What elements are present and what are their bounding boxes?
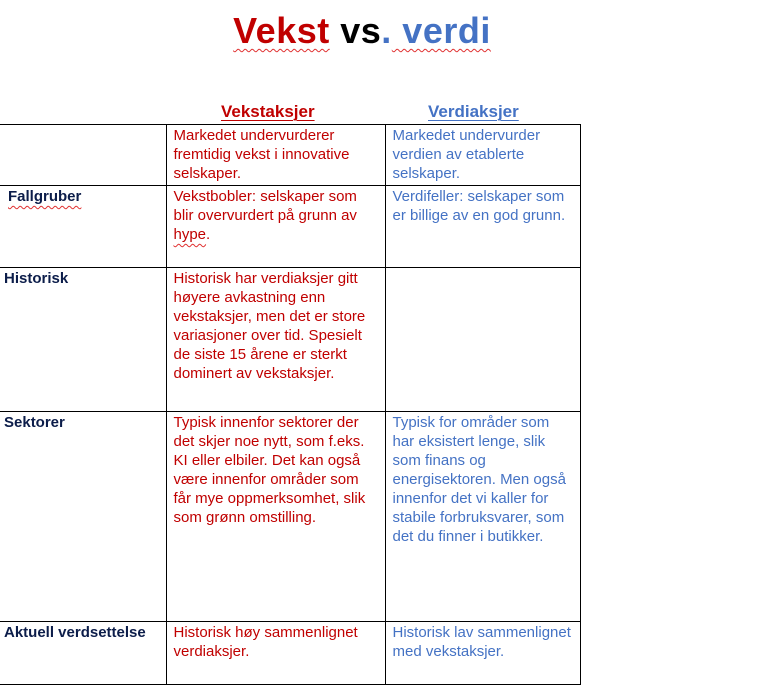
table-row [0,412,580,622]
table-row [0,186,580,268]
row-label: Aktuell verdsettelse [0,622,166,685]
row-label-text: Fallgruber [8,188,82,205]
table-row [0,125,580,186]
document-title [0,10,724,52]
value-cell: Verdifeller: selskaper som er billige av en god grunn. [385,186,580,268]
growth-cell: Historisk høy sammenlignet verdiaksjer. [166,622,385,685]
value-cell: Markedet undervurder verdien av etablerte selskaper. [385,125,580,186]
row-label: Sektorer [0,412,166,622]
growth-cell: Markedet undervurderer fremtidig vekst i innovative selskaper. [166,125,385,186]
value-cell: Historisk lav sammenlignet med vekstaksjer. [385,622,580,685]
column-header-value: Verdiaksjer [428,102,519,121]
row-label: Historisk [0,268,166,412]
title-vs: vs [329,10,382,51]
misspelled-word: hype [173,226,207,243]
table-row [0,622,580,685]
title-verdi: verdi [391,10,491,51]
comparison-table [0,124,581,685]
title-vekst: Vekst [233,10,330,51]
row-label [0,125,166,186]
column-header-growth: Vekstaksjer [221,102,315,121]
title-dot: . [381,10,392,51]
growth-text-end: . [206,226,211,243]
growth-text: Vekstbobler: selskaper som blir overvurdert på grunn av [173,188,357,224]
growth-cell: Typisk innenfor sektorer der det skjer noe nytt, som f.eks. KI eller elbiler. Det kan også være innenfor områder som får mye oppmerksomhet, slik som grønn omstilling. [166,412,385,622]
growth-cell: Historisk har verdiaksjer gitt høyere avkastning enn vekstaksjer, men det er store variasjoner over tid. Spesielt de siste 15 årene er sterkt dominert av vekstaksjer. [166,268,385,412]
row-label [0,186,166,268]
growth-cell [166,186,385,268]
table-row [0,268,580,412]
value-cell: Typisk for områder som har eksistert lenge, slik som finans og energisektoren. Men også innenfor det vi kaller for stabile forbruksvarer, som det du finner i butikker. [385,412,580,622]
value-cell [385,268,580,412]
